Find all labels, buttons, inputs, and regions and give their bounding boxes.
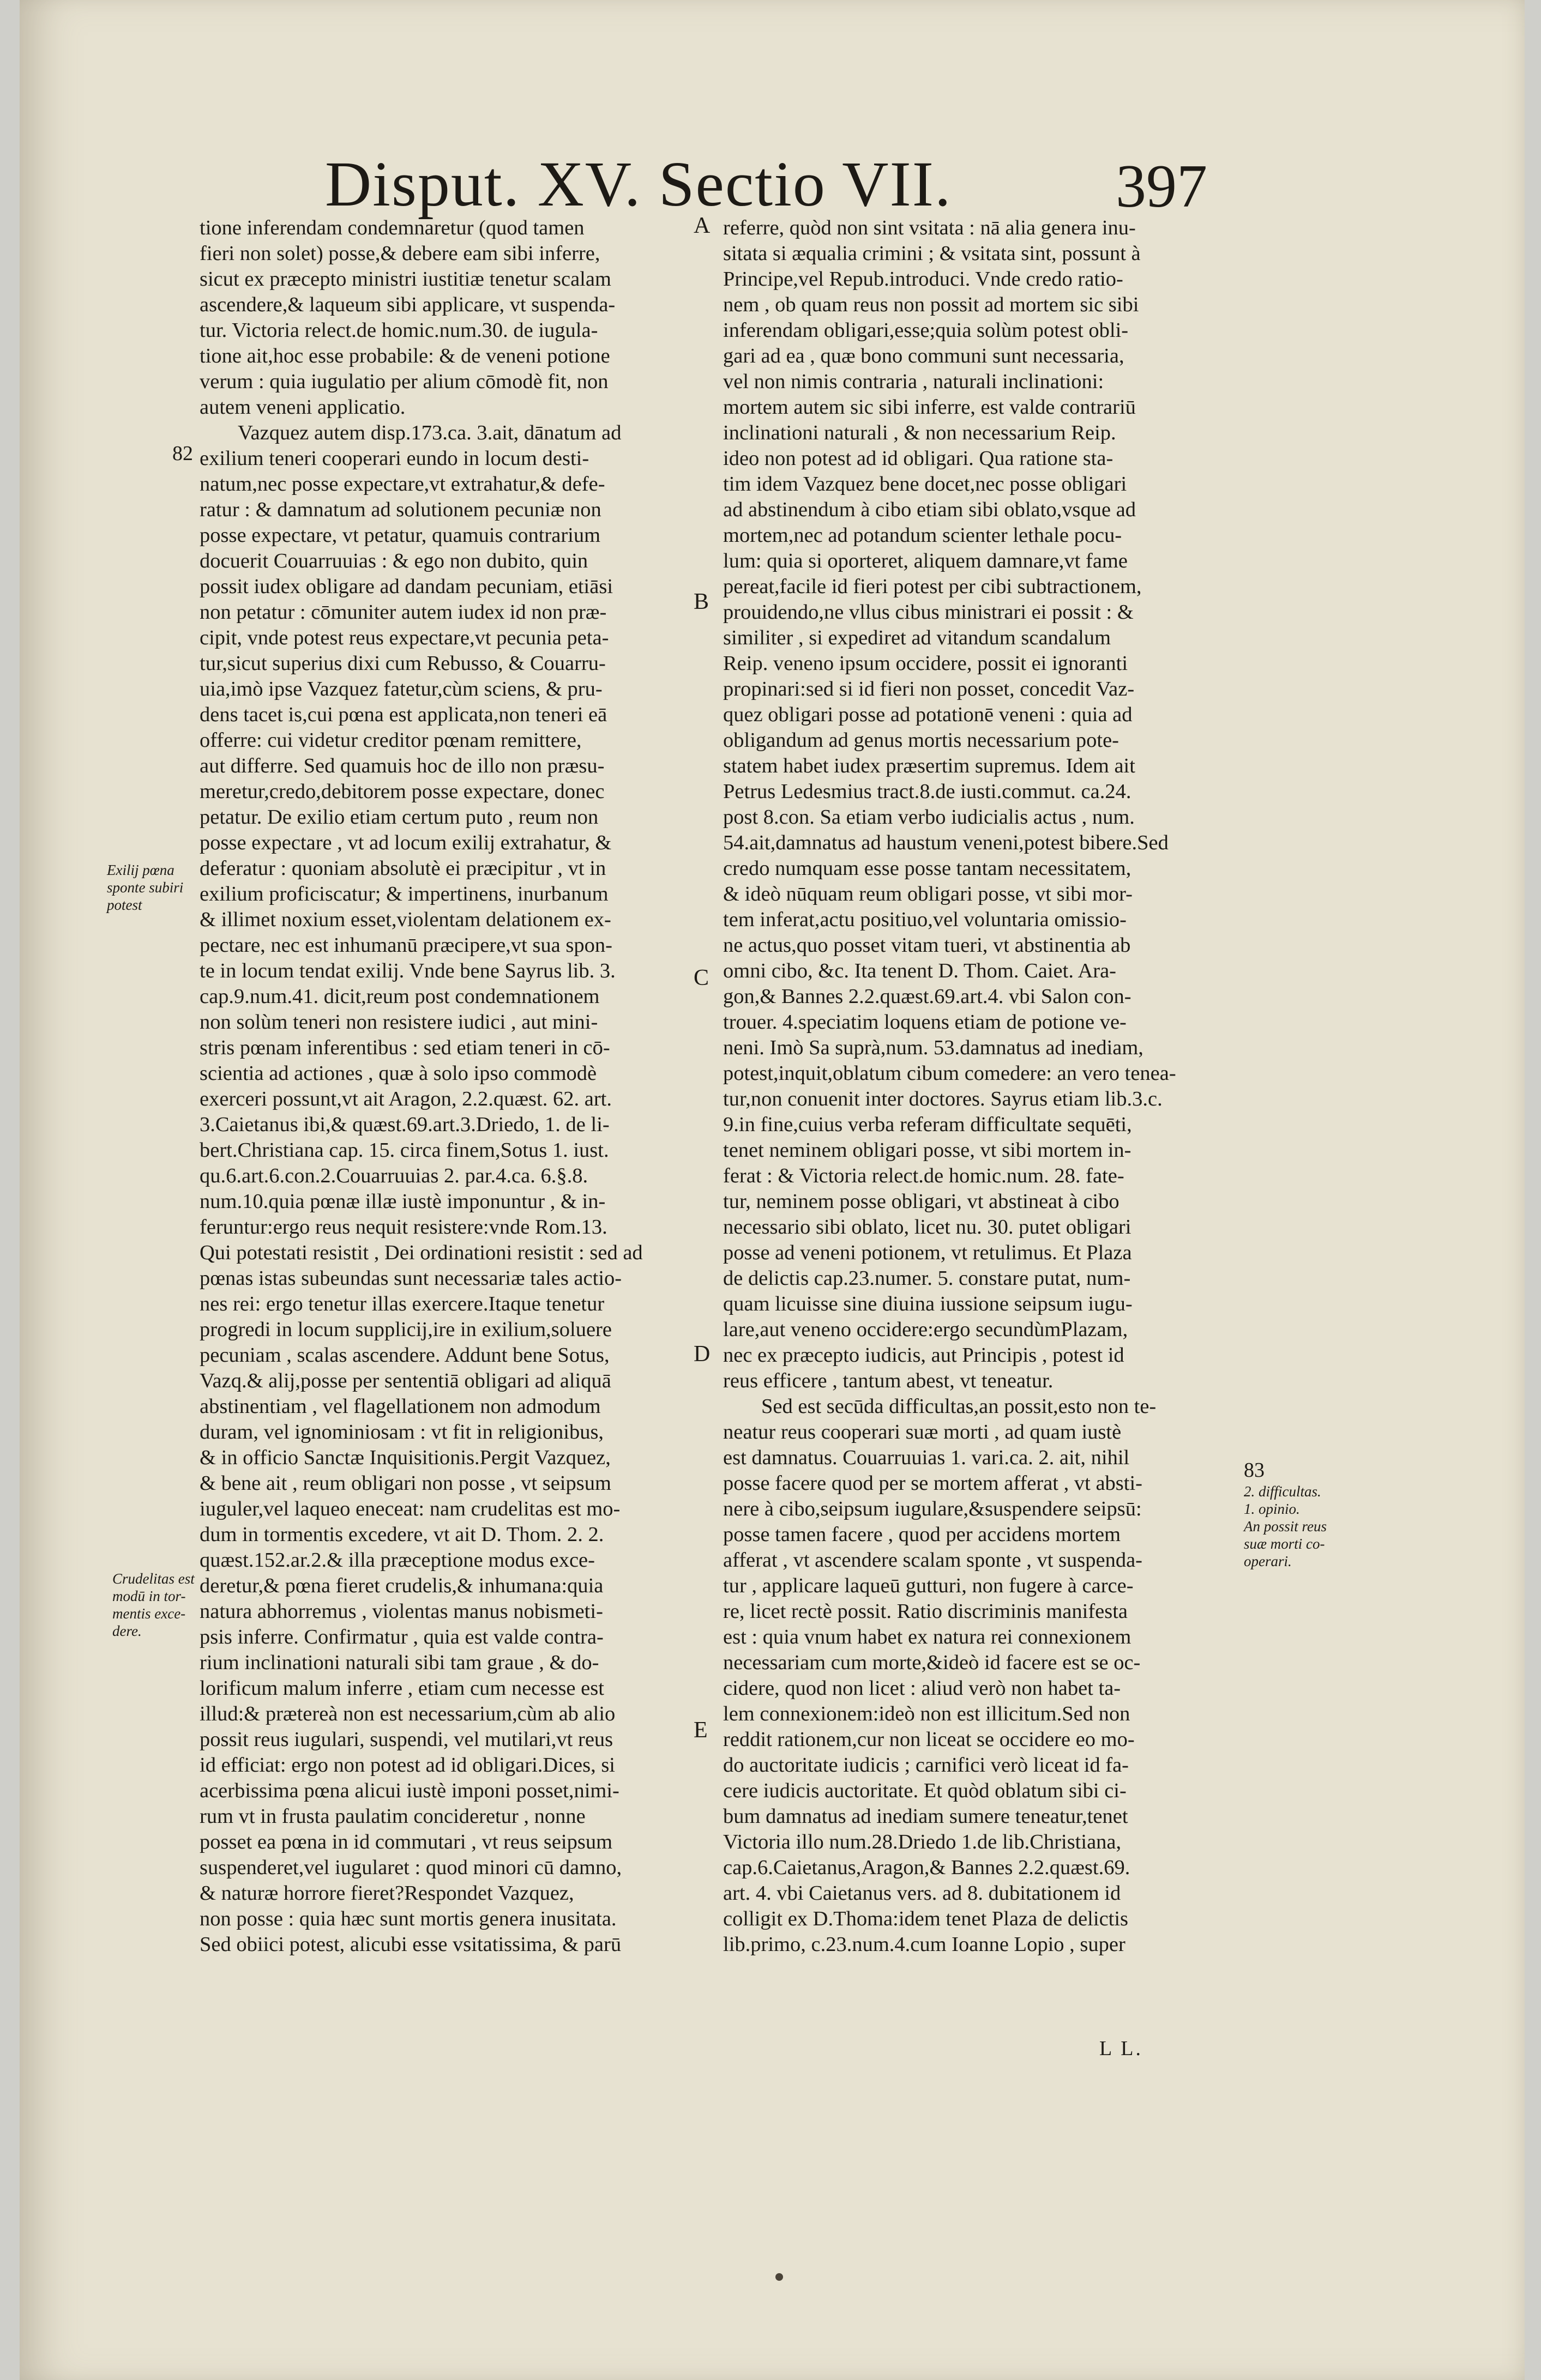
text-line: possit iudex obligare ad dandam pecuniam, etiāsi: [200, 575, 613, 598]
text-line: meretur,credo,debitorem posse expectare, donec: [200, 780, 605, 803]
text-line: prouidendo,ne vllus cibus ministrari ei possit : &: [723, 601, 1134, 624]
text-line: gon,& Bannes 2.2.quæst.69.art.4. vbi Salon con-: [723, 985, 1131, 1008]
text-line: quæst.152.ar.2.& illa præceptione modus exce-: [200, 1549, 595, 1572]
section-marker-d: D: [694, 1342, 711, 1367]
text-line: exerceri possunt,vt ait Aragon, 2.2.quæst. 62. art.: [200, 1088, 612, 1110]
book-page: [20, 0, 1525, 2380]
text-line: uia,imò ipse Vazquez fatetur,cùm sciens, & pru-: [200, 678, 603, 700]
text-line: cipit, vnde potest reus expectare,vt pecunia peta-: [200, 626, 609, 649]
text-line: lib.primo, c.23.num.4.cum Ioanne Lopio , super: [723, 1933, 1125, 1956]
text-line: & naturæ horrore fieret?Respondet Vazquez,: [200, 1882, 574, 1905]
text-line: 3.Caietanus ibi,& quæst.69.art.3.Driedo, 1. de li-: [200, 1113, 610, 1136]
text-line: tur, neminem posse obligari, vt abstineat à cibo: [723, 1190, 1119, 1213]
text-line: Qui potestati resistit , Dei ordinationi resistit : sed ad: [200, 1241, 643, 1264]
text-line: abstinentiam , vel flagellationem non admodum: [200, 1395, 601, 1418]
text-line: illud:& prætereà non est necessarium,cùm ab alio: [200, 1702, 616, 1725]
text-line: ratur : & damnatum ad solutionem pecuniæ non: [200, 498, 601, 521]
text-line: nere à cibo,seipsum iugulare,&suspendere seipsū:: [723, 1497, 1142, 1520]
text-line: verum : quia iugulatio per alium cōmodè fit, non: [200, 370, 609, 393]
text-line: 54.ait,damnatus ad haustum veneni,potest bibere.Sed: [723, 831, 1169, 854]
text-line: posse expectare, vt petatur, quamuis contrarium: [200, 524, 601, 547]
text-line: credo numquam esse posse tantam necessitatem,: [723, 857, 1131, 880]
text-line: pœnas istas subeundas sunt necessariæ tales actio-: [200, 1267, 622, 1290]
right-column-text: [723, 215, 1236, 1958]
text-line: colligit ex D.Thoma:idem tenet Plaza de delictis: [723, 1907, 1129, 1930]
text-line: natum,nec posse expectare,vt extrahatur,& defe-: [200, 473, 605, 496]
text-line: progredi in locum supplicij,ire in exilium,soluere: [200, 1318, 612, 1341]
text-line: rum vt in frusta paulatim concideretur , nonne: [200, 1805, 586, 1828]
section-number-right: 83: [1244, 1459, 1265, 1482]
text-line: potest,inquit,oblatum cibum comedere: an vero tenea-: [723, 1062, 1176, 1085]
text-line: tenet neminem obligari posse, vt sibi mortem in-: [723, 1139, 1131, 1162]
text-line: dum in tormentis excedere, vt ait D. Thom. 2. 2.: [200, 1523, 604, 1546]
text-line: afferat , vt ascendere scalam sponte , vt suspenda-: [723, 1549, 1142, 1572]
section-marker-c: C: [694, 965, 709, 990]
section-number-left: 82: [172, 442, 193, 465]
text-line: feruntur:ergo reus nequit resistere:vnde Rom.13.: [200, 1216, 607, 1239]
text-line: tur. Victoria relect.de homic.num.30. de iugula-: [200, 319, 598, 342]
text-line: Petrus Ledesmius tract.8.de iusti.commut. ca.24.: [723, 780, 1131, 803]
text-line: exilium teneri cooperari eundo in locum desti-: [200, 447, 589, 470]
text-line: docuerit Couarruuias : & ego non dubito, quin: [200, 549, 588, 572]
text-line: iuguler,vel laqueo eneceat: nam crudelitas est mo-: [200, 1497, 621, 1520]
text-line: 9.in fine,cuius verba referam difficultate sequēti,: [723, 1113, 1132, 1136]
text-line: posse ad veneni potionem, vt retulimus. Et Plaza: [723, 1241, 1132, 1264]
margin-note-cruelty: Crudelitas est modū in tor- mentis exce- dere.: [112, 1570, 195, 1639]
text-line: ideo non potest ad id obligari. Qua ratione sta-: [723, 447, 1113, 470]
text-line: re, licet rectè possit. Ratio discriminis manifesta: [723, 1600, 1128, 1623]
text-line: neatur reus cooperari suæ morti , ad quam iustè: [723, 1421, 1122, 1443]
text-line: ad abstinendum à cibo etiam sibi oblato,vsque ad: [723, 498, 1136, 521]
text-line: lem connexionem:ideò non est illicitum.Sed non: [723, 1702, 1130, 1725]
text-line: propinari:sed si id fieri non posset, concedit Vaz-: [723, 678, 1135, 700]
text-line: petatur. De exilio etiam certum puto , reum non: [200, 806, 599, 829]
text-line: tione inferendam condemnaretur (quod tamen: [200, 216, 585, 239]
text-line: posse tamen facere , quod per accidens mortem: [723, 1523, 1121, 1546]
text-line: quam licuisse sine diuina iussione seipsum iugu-: [723, 1292, 1133, 1315]
text-line: inclinationi naturali , & non necessarium Reip.: [723, 421, 1116, 444]
text-line: post 8.con. Sa etiam verbo iudicialis actus , num.: [723, 806, 1135, 829]
text-line: pereat,facile id fieri potest per cibi subtractionem,: [723, 575, 1142, 598]
text-line: scientia ad actiones , quæ à solo ipso commodè: [200, 1062, 597, 1085]
text-line: dens tacet is,cui pœna est applicata,non teneri eā: [200, 703, 607, 726]
text-line: duram, vel ignominiosam : vt fit in religionibus,: [200, 1421, 604, 1443]
catchword: L L.: [1099, 2037, 1143, 2060]
text-line: nec ex præcepto iudicis, aut Principis , potest id: [723, 1344, 1124, 1367]
text-line: aut differre. Sed quamuis hoc de illo non præsu-: [200, 754, 605, 777]
text-line: natura abhorremus , violentas manus nobismeti-: [200, 1600, 603, 1623]
text-line: te in locum tendat exilij. Vnde bene Sayrus lib. 3.: [200, 959, 616, 982]
text-line: fieri non solet) posse,& debere eam sibi inferre,: [200, 242, 600, 265]
text-line: & illimet noxium esset,violentam delationem ex-: [200, 908, 611, 931]
text-line: statem habet iudex præsertim supremus. Idem ait: [723, 754, 1135, 777]
text-line: & ideò nūquam reum obligari posse, vt sibi mor-: [723, 883, 1133, 905]
text-line: tione ait,hoc esse probabile: & de veneni potione: [200, 345, 610, 367]
text-line: cap.9.num.41. dicit,reum post condemnationem: [200, 985, 600, 1008]
text-line: trouer. 4.speciatim loquens etiam de potione ve-: [723, 1011, 1127, 1034]
text-line: psis inferre. Confirmatur , quia est valde contra-: [200, 1626, 604, 1648]
section-marker-e: E: [694, 1718, 708, 1743]
text-line: gari ad ea , quæ bono communi sunt necessaria,: [723, 345, 1124, 367]
text-line: nes rei: ergo tenetur illas exercere.Itaque tenetur: [200, 1292, 605, 1315]
text-line: reus efficere , tantum abest, vt teneatur.: [723, 1369, 1054, 1392]
text-line: necessario sibi oblato, licet nu. 30. putet obligari: [723, 1216, 1131, 1239]
text-line: tem inferat,actu positiuo,vel voluntaria omissio-: [723, 908, 1127, 931]
text-line: pectare, nec est inhumanū præcipere,vt sua spon-: [200, 934, 612, 957]
text-line: Sed obiici potest, alicubi esse vsitatissima, & parū: [200, 1933, 622, 1956]
ink-dot: [775, 2273, 783, 2281]
text-line: ferat : & Victoria relect.de homic.num. 28. fate-: [723, 1164, 1124, 1187]
text-line: necessariam cum morte,&ideò id facere est se oc-: [723, 1651, 1141, 1674]
text-line: acerbissima pœna alicui iustè imponi posset,nimi-: [200, 1779, 619, 1802]
text-line: sitata si æqualia crimini ; & vsitata sint, possunt à: [723, 242, 1141, 265]
text-line: ne actus,quo posset vitam tueri, vt abstinentia ab: [723, 934, 1131, 957]
text-line: suspenderet,vel iugularet : quod minori cū damno,: [200, 1856, 622, 1879]
text-line: inferendam obligari,esse;quia solùm potest obli-: [723, 319, 1129, 342]
text-line: omni cibo, &c. Ita tenent D. Thom. Caiet. Ara-: [723, 959, 1116, 982]
text-line: & in officio Sanctæ Inquisitionis.Pergit Vazquez,: [200, 1446, 611, 1469]
text-line: stris pœnam inferentibus : sed etiam teneri in cō-: [200, 1036, 610, 1059]
running-head: Disput. XV. Sectio VII.: [325, 148, 952, 220]
text-line: Principe,vel Repub.introduci. Vnde credo ratio-: [723, 268, 1123, 291]
text-line: deferatur : quoniam absolutè ei præcipitur , vt in: [200, 857, 606, 880]
text-line: obligandum ad genus mortis necessarium pote-: [723, 729, 1119, 752]
text-line: reddit rationem,cur non liceat se occidere eo mo-: [723, 1728, 1135, 1751]
text-line: tur,sicut superius dixi cum Rebusso, & Couarru-: [200, 652, 606, 675]
text-line: cere iudicis auctoritate. Et quòd oblatum sibi ci-: [723, 1779, 1127, 1802]
text-line: sicut ex præcepto ministri iustitiæ tenetur scalam: [200, 268, 611, 291]
text-line: nem , ob quam reus non possit ad mortem sic sibi: [723, 293, 1139, 316]
text-line: exilium proficiscatur; & impertinens, inurbanum: [200, 883, 609, 905]
text-line: possit reus iugulari, suspendi, vel mutilari,vt reus: [200, 1728, 613, 1751]
text-line: mortem,nec ad potandum scienter lethale pocu-: [723, 524, 1122, 547]
text-line: est : quia vnum habet ex natura rei connexionem: [723, 1626, 1131, 1648]
text-line: Vazq.& alij,posse per sententiā obligari ad aliquā: [200, 1369, 611, 1392]
text-line: num.10.quia pœnæ illæ iustè imponuntur , & in-: [200, 1190, 606, 1213]
text-line: referre, quòd non sint vsitata : nā alia genera inu-: [723, 216, 1136, 239]
text-line: deretur,& pœna fieret crudelis,& inhumana:quia: [200, 1574, 604, 1597]
text-line: & bene ait , reum obligari non posse , vt seipsum: [200, 1472, 611, 1495]
text-line: similiter , si expediret ad vitandum scandalum: [723, 626, 1111, 649]
text-line: mortem autem sic sibi inferre, est valde contrariū: [723, 396, 1136, 419]
text-line: ascendere,& laqueum sibi applicare, vt suspenda-: [200, 293, 616, 316]
margin-note-difficulty: 2. difficultas. 1. opinio. An possit reus suæ morti co- operari.: [1244, 1483, 1327, 1569]
text-line: bert.Christiana cap. 15. circa finem,Sotus 1. iust.: [200, 1139, 609, 1162]
text-line: Sed est secūda difficultas,an possit,esto non te-: [761, 1395, 1157, 1418]
text-line: posset ea pœna in id commutari , vt reus seipsum: [200, 1831, 613, 1853]
text-line: non solùm teneri non resistere iudici , aut mini-: [200, 1011, 598, 1034]
page-number: 397: [1116, 153, 1207, 220]
left-column-text: [200, 215, 712, 1958]
text-line: posse facere quod per se mortem afferat , vt absti-: [723, 1472, 1142, 1495]
text-line: lare,aut veneno occidere:ergo secundùmPlazam,: [723, 1318, 1128, 1341]
text-line: qu.6.art.6.con.2.Couarruuias 2. par.4.ca. 6.§.8.: [200, 1164, 588, 1187]
text-line: lorificum malum inferre , etiam cum necesse est: [200, 1677, 604, 1700]
text-line: tur , applicare laqueū gutturi, non fugere à carce-: [723, 1574, 1134, 1597]
text-line: pecuniam , scalas ascendere. Addunt bene Sotus,: [200, 1344, 610, 1367]
text-line: autem veneni applicatio.: [200, 396, 406, 419]
text-line: est damnatus. Couarruuias 1. vari.ca. 2. ait, nihil: [723, 1446, 1130, 1469]
text-line: cap.6.Caietanus,Aragon,& Bannes 2.2.quæst.69.: [723, 1856, 1130, 1879]
text-line: tim idem Vazquez bene docet,nec posse obligari: [723, 473, 1127, 496]
text-line: non posse : quia hæc sunt mortis genera inusitata.: [200, 1907, 617, 1930]
text-line: Reip. veneno ipsum occidere, possit ei ignoranti: [723, 652, 1128, 675]
text-line: Vazquez autem disp.173.ca. 3.ait, dānatum ad: [238, 421, 622, 444]
text-line: lum: quia si oporteret, aliquem damnare,vt fame: [723, 549, 1128, 572]
text-line: Victoria illo num.28.Driedo 1.de lib.Christiana,: [723, 1831, 1122, 1853]
text-line: vel non nimis contraria , naturali inclinationi:: [723, 370, 1104, 393]
text-line: non petatur : cōmuniter autem iudex id non præ-: [200, 601, 607, 624]
text-line: de delictis cap.23.numer. 5. constare putat, num-: [723, 1267, 1131, 1290]
margin-note-exile: Exilij pœna sponte subiri potest: [107, 862, 184, 913]
section-marker-a: A: [694, 213, 711, 238]
text-line: cidere, quod non licet : aliud verò non habet ta-: [723, 1677, 1121, 1700]
text-line: neni. Imò Sa suprà,num. 53.damnatus ad inediam,: [723, 1036, 1143, 1059]
text-line: art. 4. vbi Caietanus vers. ad 8. dubitationem id: [723, 1882, 1121, 1905]
section-marker-b: B: [694, 589, 709, 614]
text-line: quez obligari posse ad potationē veneni : quia ad: [723, 703, 1133, 726]
text-line: do auctoritate iudicis ; carnifici verò liceat id fa-: [723, 1754, 1129, 1777]
text-line: rium inclinationi naturali sibi tam graue , & do-: [200, 1651, 599, 1674]
text-line: bum damnatus ad inediam sumere teneatur,tenet: [723, 1805, 1128, 1828]
text-line: tur,non conuenit inter doctores. Sayrus etiam lib.3.c.: [723, 1088, 1163, 1110]
text-line: posse expectare , vt ad locum exilij extrahatur, &: [200, 831, 612, 854]
text-line: offerre: cui videtur creditor pœnam remittere,: [200, 729, 582, 752]
text-line: id efficiat: ergo non potest ad id obligari.Dices, si: [200, 1754, 615, 1777]
